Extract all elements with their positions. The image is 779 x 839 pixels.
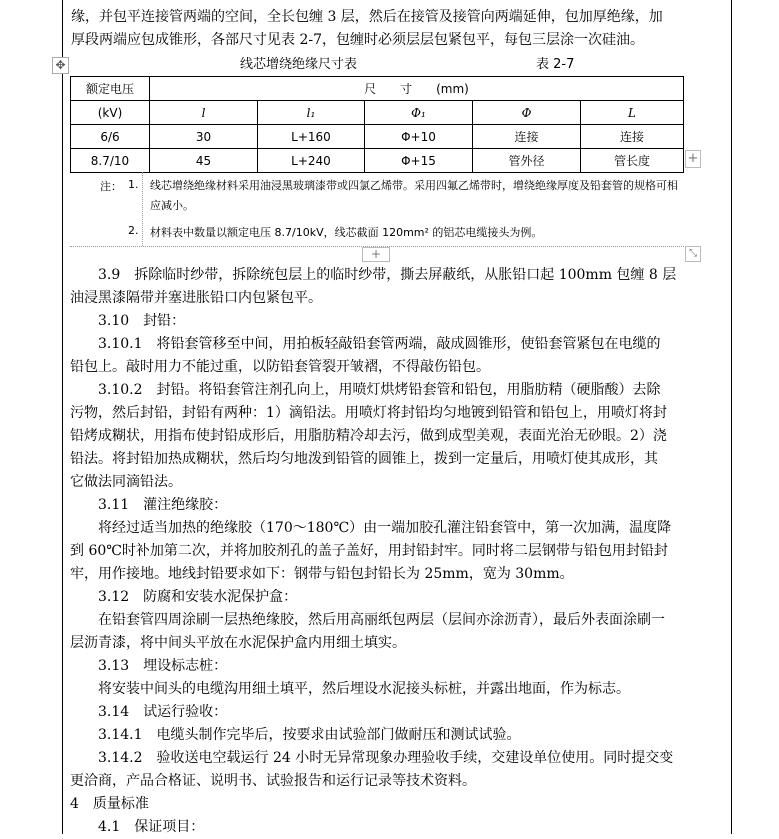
table-cell: 30 <box>150 125 258 149</box>
paragraph-line: 到 60℃时补加第二次，并将加胶剂孔的盖子盖好，用封铅封牢。同时将二层钢带与铅包用封铅封 <box>70 543 668 559</box>
paragraph-line: 3.10.2 封铅。将铅套管注剂孔向上，用喷灯烘烤铅套管和铅包，用脂肪精（硬脂酸）去除 <box>70 382 661 398</box>
paragraph-line: 将安装中间头的电缆沟用细土填平，然后埋设水泥接头标桩，并露出地面，作为标志。 <box>70 681 630 697</box>
paragraph-line: 3.12 防腐和安装水泥保护盒： <box>70 589 298 605</box>
note-text: 线芯增绕绝缘材料采用油浸黑玻璃漆带或四氯乙烯带。采用四氟乙烯带时，增绕绝缘厚度及铅套管的规格可相应减小。 <box>150 179 678 212</box>
table-cell: Φ+15 <box>365 149 473 173</box>
add-column-icon[interactable]: + <box>685 150 701 168</box>
table-move-handle-icon[interactable]: ✥ <box>52 57 69 74</box>
table-row <box>71 125 684 149</box>
col-L: L <box>581 101 684 125</box>
table-cell: L+160 <box>258 125 365 149</box>
table-resize-icon[interactable]: ⤡ <box>685 246 701 262</box>
paragraph-line: 将经过适当加热的绝缘胶（170～180℃）由一端加胶孔灌注铅套管中，第一次加满，温度降 <box>70 520 672 536</box>
paragraph-line: 在铅套管四周涂刷一层热绝缘胶，然后用高丽纸包两层（层间亦涂沥青），最后外表面涂刷一 <box>70 612 665 628</box>
header-voltage-unit: (kV) <box>71 101 150 125</box>
col-l: l <box>150 101 258 125</box>
table-cell: Φ+10 <box>365 125 473 149</box>
table-cell: 6/6 <box>71 125 150 149</box>
paragraph-line: 更洽商，产品合格证、说明书、试验报告和运行记录等技术资料。 <box>70 773 476 789</box>
paragraph-line: 牢，用作接地。地线封铅要求如下：钢带与铅包封铅长为 25mm，宽为 30mm。 <box>70 566 574 582</box>
paragraph-line: 污物，然后封铅，封铅有两种：1）滴铅法。用喷灯将封铅均匀地镀到铅管和铅包上，用喷灯将封 <box>70 405 667 421</box>
paragraph-line: 3.14.1 电缆头制作完毕后，按要求由试验部门做耐压和测试试验。 <box>70 727 521 743</box>
table-title: 线芯增绕绝缘尺寸表 <box>240 57 358 72</box>
paragraph-line: 3.14.2 验收送电空载运行 24 小时无异常现象办理验收手续，交建设单位使用。同时提交变 <box>70 750 674 766</box>
note-label: 注： <box>100 180 122 193</box>
note-text: 材料表中数量以额定电压 8.7/10kV，线芯截面 120mm² 的铝芯电缆接头为例。 <box>150 226 543 239</box>
table-notes <box>70 172 684 247</box>
table-cell: 45 <box>150 149 258 173</box>
col-l1: l₁ <box>258 101 365 125</box>
paragraph-line: 3.14 试运行验收： <box>70 704 228 720</box>
insulation-size-table <box>70 76 684 173</box>
table-cell: L+240 <box>258 149 365 173</box>
col-phi: Φ <box>473 101 581 125</box>
table-number: 表 2-7 <box>536 57 575 72</box>
header-dimensions: 尺 寸 (mm) <box>150 77 684 101</box>
paragraph-line: 3.10.1 将铅套管移至中间，用拍板轻敲铅套管两端，敲成圆锥形，使铅套管紧包在电缆的 <box>70 336 661 352</box>
paragraph-line: 3.10 封铅： <box>70 313 186 329</box>
table-row <box>71 149 684 173</box>
paragraph-line: 4 质量标准 <box>70 796 149 812</box>
col-phi1: Φ₁ <box>365 101 473 125</box>
table-cell: 8.7/10 <box>71 149 150 173</box>
paragraph-line: 4.1 保证项目： <box>70 819 205 835</box>
paragraph-line: 厚段两端应包成锥形，各部尺寸见表 2-7，包缠时必须层层包紧包平，每包三层涂一次硅油。 <box>71 32 644 48</box>
table-cell: 管长度 <box>581 149 684 173</box>
paragraph-line: 3.13 埋设标志桩： <box>70 658 228 674</box>
table-cell: 管外径 <box>473 149 581 173</box>
paragraph-line: 层沥青漆，将中间头平放在水泥保护盒内用细土填实。 <box>70 635 406 651</box>
note-number: 2. <box>128 224 139 237</box>
paragraph-line: 缘，并包平连接管两端的空间，全长包缠 3 层，然后在接管及接管向两端延伸，包加厚绝缘，加 <box>71 9 663 25</box>
table-cell: 连接 <box>473 125 581 149</box>
add-row-icon[interactable]: + <box>362 247 390 262</box>
note-number: 1. <box>128 178 139 191</box>
paragraph-line: 铅法。将封铅加热成糊状，然后均匀地泼到铅管的圆锥上，拨到一定量后，用喷灯使其成形，其 <box>70 451 658 467</box>
paragraph-line: 油浸黑漆隔带并塞进胀铅口内包紧包平。 <box>70 290 322 306</box>
paragraph-line: 铅烤成糊状，用指布使封铅成形后，用脂肪精冷却去污，做到成型美观，表面光治无砂眼。2）浇 <box>70 428 667 444</box>
paragraph-line: 3.11 灌注绝缘胶： <box>70 497 228 513</box>
paragraph-line: 3.9 拆除临时纱带，拆除统包层上的临时纱带，撕去屏蔽纸，从胀铅口起 100mm 包缠 8 层 <box>70 267 677 283</box>
notes-divider <box>142 172 143 246</box>
table-cell: 连接 <box>581 125 684 149</box>
header-voltage: 额定电压 <box>71 77 150 101</box>
paragraph-line: 它做法同滴铅法。 <box>70 474 182 490</box>
paragraph-line: 铅包上。敲时用力不能过重，以防铅套管裂开皱褶，不得敲伤铅包。 <box>70 359 490 375</box>
